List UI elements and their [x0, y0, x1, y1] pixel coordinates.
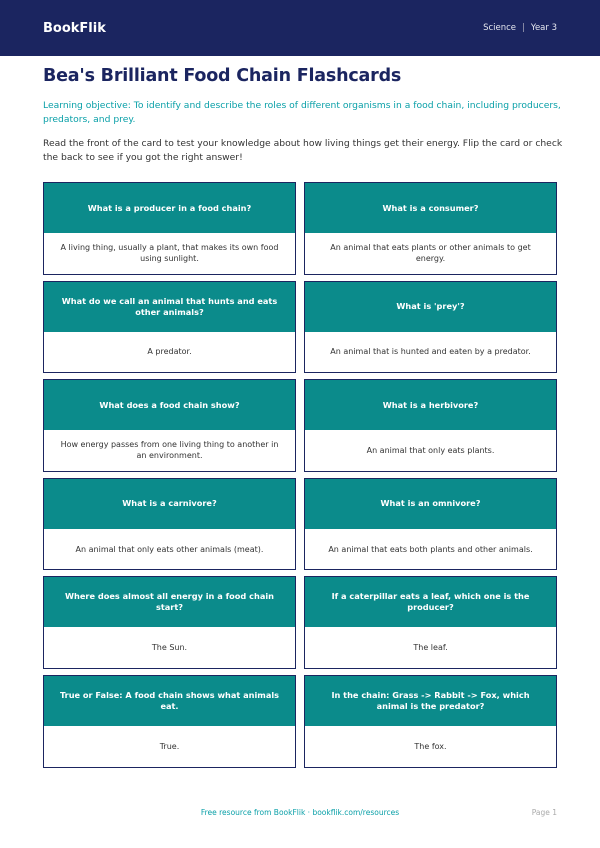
flashcard[interactable] [43, 576, 296, 669]
meta-separator: | [522, 23, 525, 33]
flashcard-back: An animal that only eats plants. [305, 430, 556, 471]
flashcard-back: True. [44, 726, 295, 767]
flashcard[interactable] [304, 675, 557, 768]
flashcard-back: The leaf. [305, 627, 556, 668]
flashcard-front: Where does almost all energy in a food chain start? [44, 577, 295, 627]
flashcard-back: The Sun. [44, 627, 295, 668]
flashcard-front: What does a food chain show? [44, 380, 295, 430]
flashcard-front: True or False: A food chain shows what animals eat. [44, 676, 295, 726]
page-number: Page 1 [531, 808, 557, 817]
flashcard-back: An animal that eats plants or other animals to get energy. [305, 233, 556, 274]
brand-logo[interactable]: BookFlik [43, 20, 106, 36]
flashcard-front: What is a herbivore? [305, 380, 556, 430]
flashcard-front: What do we call an animal that hunts and eats other animals? [44, 282, 295, 332]
flashcard[interactable] [43, 478, 296, 571]
flashcard-front: What is 'prey'? [305, 282, 556, 332]
learning-objective: Learning objective: To identify and describe the roles of different organisms in a food chain, including producers, predators, and prey. [43, 100, 561, 125]
flashcard-front: What is a consumer? [305, 183, 556, 233]
flashcard[interactable] [43, 182, 296, 275]
flashcard[interactable] [43, 675, 296, 768]
page-title: Bea's Brilliant Food Chain Flashcards [43, 66, 402, 86]
flashcard[interactable] [304, 478, 557, 571]
flashcard-back: The fox. [305, 726, 556, 767]
flashcard[interactable] [304, 379, 557, 472]
flashcard-back: An animal that is hunted and eaten by a predator. [305, 332, 556, 373]
flashcard-back: How energy passes from one living thing to another in an environment. [44, 430, 295, 471]
flashcard[interactable] [43, 281, 296, 374]
page-header [0, 0, 600, 56]
flashcard-front: What is a producer in a food chain? [44, 183, 295, 233]
flashcard-grid [43, 182, 557, 768]
flashcard-front: What is a carnivore? [44, 479, 295, 529]
flashcard-front: In the chain: Grass -> Rabbit -> Fox, which animal is the predator? [305, 676, 556, 726]
flashcard[interactable] [304, 182, 557, 275]
footer-link[interactable]: Free resource from BookFlik · bookflik.com/resources [200, 808, 400, 817]
flashcard-back: An animal that eats both plants and other animals. [305, 529, 556, 570]
flashcard-back: A predator. [44, 332, 295, 373]
flashcard[interactable] [304, 576, 557, 669]
flashcard-front: What is an omnivore? [305, 479, 556, 529]
flashcard[interactable] [304, 281, 557, 374]
flashcard[interactable] [43, 379, 296, 472]
flashcard-front: If a caterpillar eats a leaf, which one is the producer? [305, 577, 556, 627]
flashcard-back: A living thing, usually a plant, that makes its own food using sunlight. [44, 233, 295, 274]
flashcard-back: An animal that only eats other animals (meat). [44, 529, 295, 570]
subject-label: Science [483, 23, 517, 33]
header-meta [483, 23, 557, 33]
intro-text: Read the front of the card to test your knowledge about how living things get their energy. Flip the card or check the back to see if you got the right answer! [43, 138, 563, 163]
year-label: Year 3 [530, 23, 557, 33]
